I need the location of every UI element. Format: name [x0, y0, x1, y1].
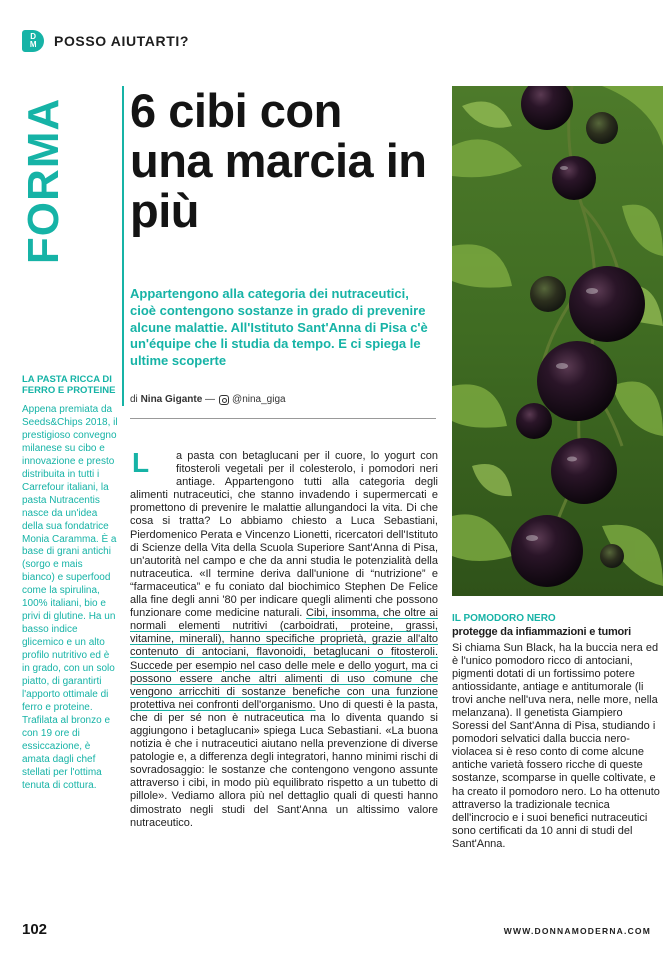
accent-divider — [122, 86, 124, 406]
article-title: 6 cibi con una marcia in più — [130, 84, 427, 237]
section-title: POSSO AIUTARTI? — [54, 33, 189, 49]
article-body: L a pasta con betaglucani per il cuore, lo yogurt con fitosteroli vegetali per il colesterolo, i pomodori neri antiage. Appartengono tutti alla categoria degli alimenti nutraceutici, che stanno invadendo i supermercati e promettono di prevenire le malattie allungandoci la vita. Di che cosa si tratta? Lo abbiamo chiesto a Luca Sebastiani, Pierdomenico Perata e Vincenzo Lionetti, ricercatori dell'Istituto di Scienze della Vita della Scuola Superiore Sant'Anna di Pisa, un'autorità nel campo e che da anni studia le potenzialità della nutraceutica. «Il termine deriva dall'unione di “nutrizione” e “farmaceutica” e fu coniato dal biochimico Stephen De Felice alla fine degli anni '80 per indicare quegli alimenti che possono funzionare come medicine naturali. Cibi, insomma, che oltre ai normali elementi nutritivi (carboidrati, proteine, grassi, vitamine, minerali), hanno specifiche proprietà, grazie all'alto contenuto di antociani, flavonoidi, betaglucani o fitosteroli. Succede per esempio nel caso delle mele e dello yogurt, ma ci possono essere anche altri alimenti di uso comune che vengono arricchiti di sostanze benefiche con una funzione protettiva nei confronti dell'organismo. Uno di questi è la pasta, che di per sé non è nutraceutica ma lo diventa quando si aggiungono i betaglucani» spiega Luca Sebastiani. «La buona notizia è che i nutraceutici aiutano nella prevenzione di diverse patologie e, a differenza degli integratori, hanno minimi rischi di sovradosaggio: le sostanze che contengono vengono assunte attraverso i cibi, in modo più equilibrato rispetto a un tubetto di pillole». Vediamo allora più nel dettaglio quali di questi hanno dimostrato negli studi del Sant'Anna un altissimo valore nutraceutico. — [130, 447, 439, 829]
photo-caption — [452, 613, 662, 851]
sidebar-text: Appena premiata da Seeds&Chips 2018, il prestigioso convegno milanese su cibo e innovazione e presto distribuita in tutti i Carrefour italiani, la pasta Nutracentis nasce da un'idea della sua fondatrice Monia Caramma. È a base di grani antichi (sorgo e mais bianco) e superfood come la spirulina, 100% italiani, bio e privi di glutine. Ha un basso indice glicemico e un alto profilo nutritivo ed è in grado, con un solo piatto, di garantirti l'apporto ottimale di ferro e proteine. Trafilata al bronzo e con 19 ore di essiccazione, è amata dagli chef stellati per l'ottima tenuta di cottura. — [22, 404, 118, 791]
vertical-section-label: FORMA — [19, 97, 68, 265]
caption-subheading: protegge da infiammazioni e tumori — [452, 626, 631, 638]
instagram-icon — [219, 395, 229, 405]
black-tomatoes-photo — [452, 86, 663, 596]
byline-rule — [130, 418, 436, 419]
drop-cap: L — [132, 447, 150, 478]
sidebar-heading: LA PASTA RICCA DI FERRO E PROTEINE — [22, 374, 116, 396]
author-name: Nina Gigante — [140, 394, 203, 405]
instagram-handle: @nina_giga — [232, 394, 286, 405]
caption-heading: IL POMODORO NERO — [452, 613, 556, 624]
article-lead: Appartengono alla categoria dei nutraceutici, cioè contengono sostanze in grado di prevenire alcune malattie. All'Istituto Sant'Anna di Pisa c'è un'équipe che li studia da tempo. E ci spiega le ultime scoperte — [130, 286, 428, 369]
page-header — [22, 30, 189, 52]
page-number: 102 — [22, 921, 48, 938]
website-url: WWW.DONNAMODERNA.COM — [503, 926, 651, 936]
byline: di Nina Gigante — @nina_giga — [130, 394, 286, 405]
highlighted-passage: Cibi, insomma, che oltre ai normali elementi nutritivi (carboidrati, proteine, grassi, vitamine, minerali), hanno specifiche proprietà, grazie all'alto contenuto di antociani, flavonoidi, betaglucani o fitosteroli. Succede per esempio nel caso delle mele e dello yogurt, ma ci possono essere anche altri alimenti di uso comune che vengono arricchiti di sostanze benefiche con una funzione protettiva nei confronti dell'organismo. — [130, 607, 438, 711]
sidebar-box — [22, 374, 118, 793]
brand-logo: D M — [22, 30, 44, 52]
caption-text: Si chiama Sun Black, ha la buccia nera ed è l'unico pomodoro ricco di antociani, pigmenti dotati di un fortissimo potere antiossidante, antiage e antitumorale (li trovi anche nell'uva nera, nelle more, nella melanzana). Il genetista Giampiero Soressi del Sant'Anna di Pisa, studiando i pomodori selvatici dalla buccia nero-violacea si è reso conto di come alcune antiche varietà fossero ricche di queste sostanze, scomparse in quelle coltivate, e ha creato il pomodoro nero. Lo ha ottenuto attraverso la tradizionale tecnica dell'incrocio e i suoi benefici nutraceutici sono certificati da 10 anni di studi del Sant'Anna. — [452, 642, 660, 850]
